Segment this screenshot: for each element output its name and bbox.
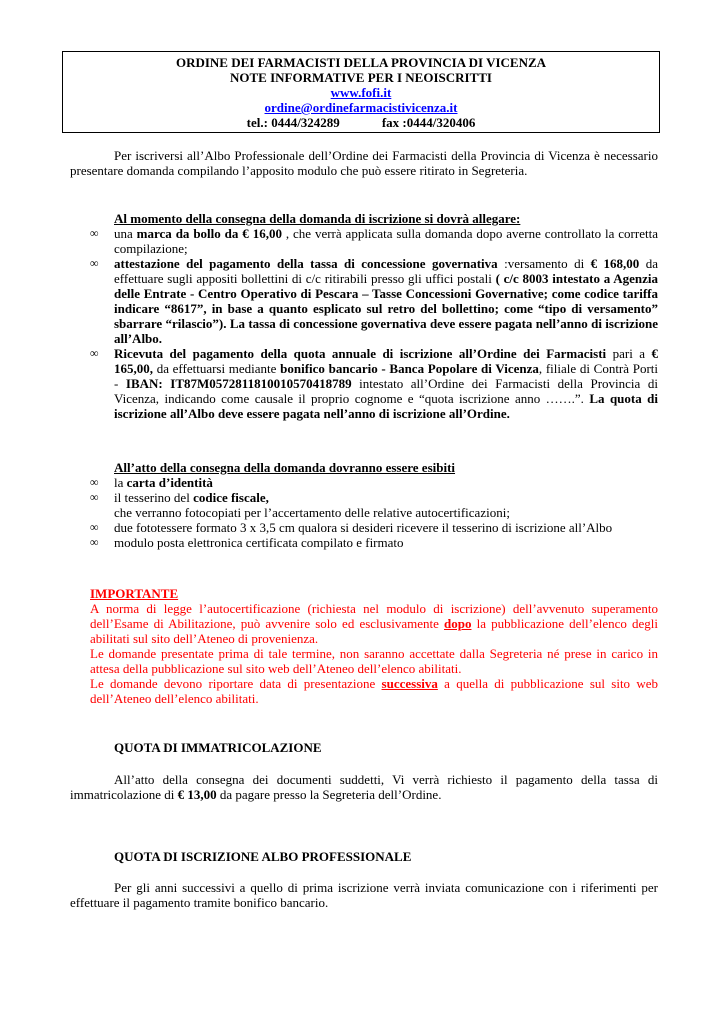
iscrizione-albo-heading: QUOTA DI ISCRIZIONE ALBO PROFESSIONALE [114,849,412,864]
infinity-bullet-icon: ∞ [90,490,99,504]
infinity-bullet-icon: ∞ [90,346,99,360]
infinity-bullet-icon: ∞ [90,535,99,549]
header-subtitle: NOTE INFORMATIVE PER I NEOISCRITTI [230,70,492,85]
iban: IBAN: IT87M0572811810010570418789 [125,376,352,391]
important-paragraph-3: Le domande devono riportare data di presentazione successiva a quella di pubblicazione sul sito web dell’Ateneo dell’elenco abilitati. [90,676,658,706]
email-link[interactable]: ordine@ordinefarmacistivicenza.it [264,100,458,115]
website-link[interactable]: www.fofi.it [330,85,392,100]
list-item: ∞ il tesserino del codice fiscale, [90,490,269,505]
list-item: ∞ la carta d’identità [90,475,213,490]
esibiti-list [90,475,658,550]
list-item: ∞ modulo posta elettronica certificata compilato e firmato [90,535,404,550]
immatricolazione-paragraph: All’atto della consegna dei documenti suddetti, Vi verrà richiesto il pagamento della tassa di immatricolazione di € 13,00 da pagare presso la Segreteria dell’Ordine. [70,772,658,802]
contact-row [247,115,476,130]
infinity-bullet-icon: ∞ [90,520,99,534]
header-title: ORDINE DEI FARMACISTI DELLA PROVINCIA DI VICENZA [175,55,547,70]
important-paragraph-1: A norma di legge l’autocertificazione (richiesta nel modulo di iscrizione) dell’avvenuto superamento dell’Esame di Abilitazione, può avvenire solo ed esclusivamente dopo la pubblicazione dell’elenco degli abilitati sul sito dell’Ateneo di provenienza. [90,601,658,646]
list-continuation: che verranno fotocopiati per l’accertamento delle relative autocertificazioni; [114,505,510,520]
list-item: ∞ una marca da bollo da € 16,00 , che verrà applicata sulla domanda dopo averne controllato la corretta compilazione; [90,226,658,256]
header-box [62,51,660,133]
list-item: ∞ due fototessere formato 3 x 3,5 cm qualora si desideri ricevere il tesserino di iscrizione all’Albo [90,520,613,535]
list-item: ∞ Ricevuta del pagamento della quota annuale di iscrizione all’Ordine dei Farmacisti pari a € 165,00, da effettuarsi mediante bonifico bancario - Banca Popolare di Vicenza, filiale di Contrà Porti - IBAN: IT87M0572811810010570418789 intestato all’Ordine dei Farmacisti della Provincia di Vicenza, indicando come causale il proprio cognome e “quota iscrizione anno …….”. La quota di iscrizione all’Albo deve essere pagata nell’anno di iscrizione all’Ordine. [90,346,658,421]
list-item: ∞ attestazione del pagamento della tassa di concessione governativa :versamento di € 168,00 da effettuare sugli appositi bollettini di c/c ritirabili presso gli uffici postali ( c/c 8003 intestato a Agenzia delle Entrate - Centro Operativo di Pescara – Tasse Concessioni Governative; come codice tariffa indicare “8617”, in base a quanto esplicato sul retro del bollettino; come “tipo di versamento” sbarrare “rilascio”). La tassa di concessione governativa deve essere pagata nell’anno di iscrizione all’Albo. [90,256,659,346]
infinity-bullet-icon: ∞ [90,256,99,270]
important-block [90,586,658,706]
intro-paragraph: Per iscriversi all’Albo Professionale dell’Ordine dei Farmacisti della Provincia di Vicenza è necessario presentare domanda compilando l’apposito modulo che può essere ritirato in Segreteria. [70,148,658,178]
important-paragraph-2: Le domande presentate prima di tale termine, non saranno accettate dalla Segreteria né prese in carico in attesa della pubblicazione sul sito web dell’Ateneo dell’elenco abilitati. [90,646,658,676]
telephone: tel.: 0444/324289 [246,115,340,130]
allegare-list [90,226,658,421]
fax: fax :0444/320406 [381,115,476,130]
important-title: IMPORTANTE [90,586,179,601]
immatricolazione-heading: QUOTA DI IMMATRICOLAZIONE [114,740,322,755]
infinity-bullet-icon: ∞ [90,475,99,489]
esibiti-heading: All’atto della consegna della domanda dovranno essere esibiti [114,460,456,475]
allegare-heading: Al momento della consegna della domanda di iscrizione si dovrà allegare: [114,211,521,226]
infinity-bullet-icon: ∞ [90,226,99,240]
iscrizione-albo-paragraph: Per gli anni successivi a quello di prima iscrizione verrà inviata comunicazione con i riferimenti per effettuare il pagamento tramite bonifico bancario. [70,880,658,910]
